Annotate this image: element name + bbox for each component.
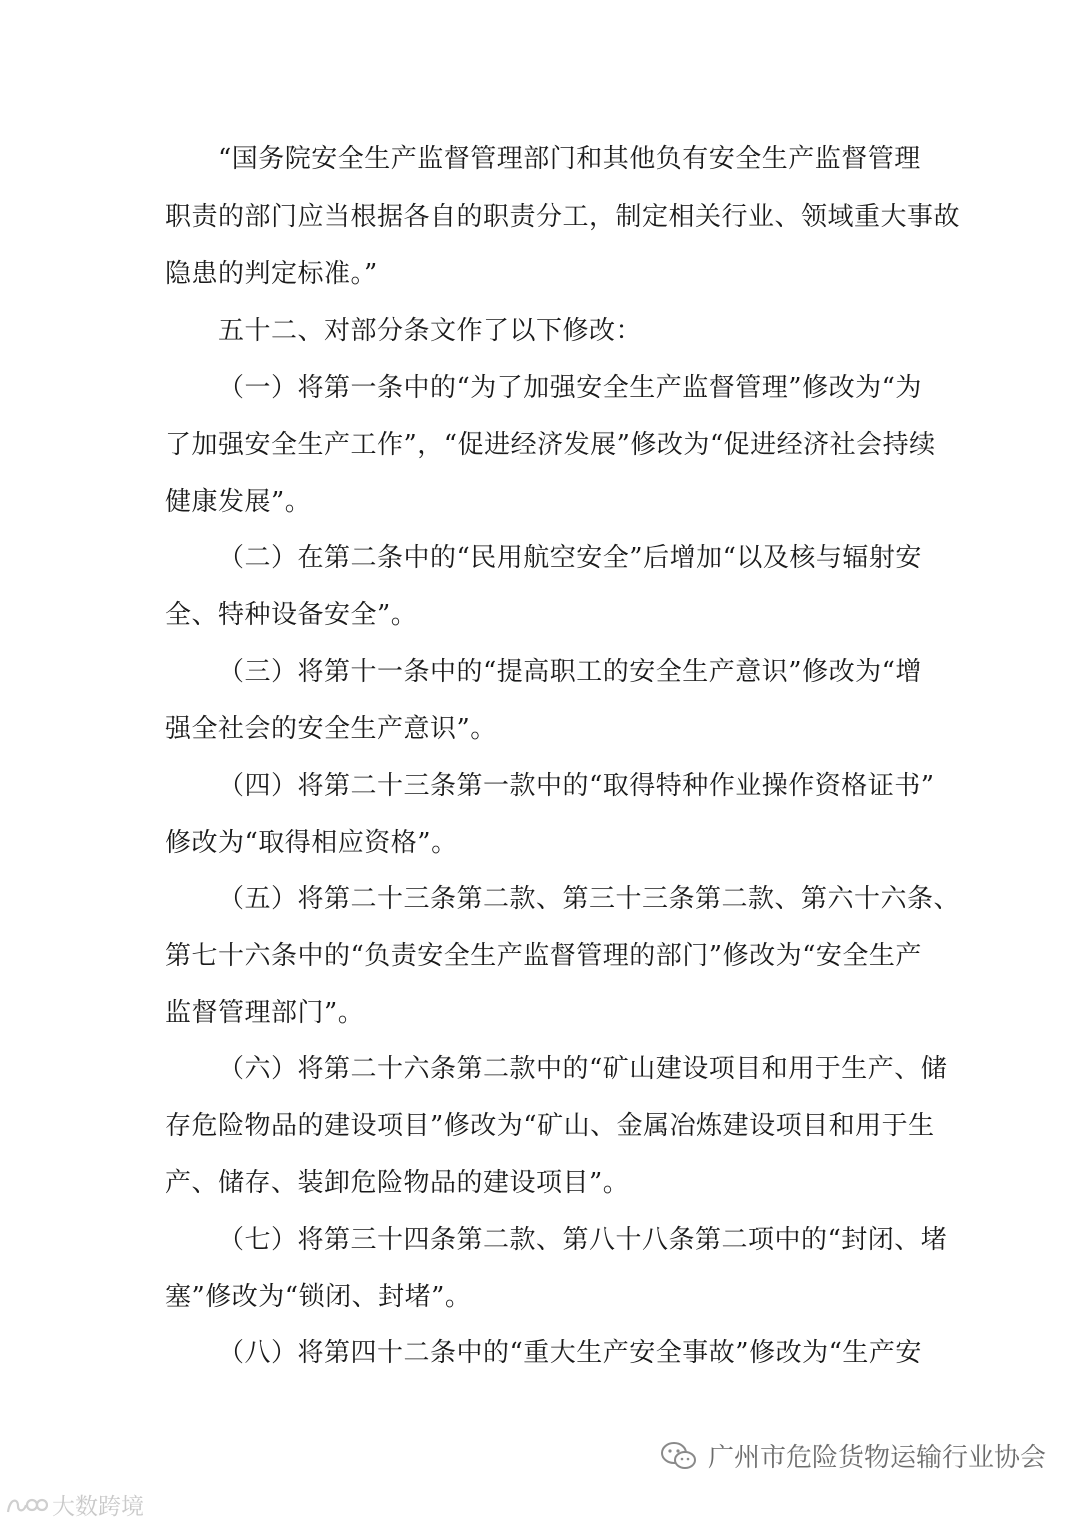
text-line: （一）将第一条中的“为了加强安全生产监督管理”修改为“为 bbox=[218, 373, 922, 403]
wechat-icon bbox=[660, 1440, 698, 1472]
text-line: 产、储存、装卸危险物品的建设项目”。 bbox=[165, 1168, 630, 1198]
text-line: 隐患的判定标准。” bbox=[165, 259, 378, 289]
text-line: （八）将第四十二条中的“重大生产安全事故”修改为“生产安 bbox=[218, 1338, 922, 1368]
text-line: 监督管理部门”。 bbox=[165, 998, 365, 1028]
brand-name: 大数跨境 bbox=[52, 1494, 144, 1520]
text-line: （六）将第二十六条第二款中的“矿山建设项目和用于生产、储 bbox=[218, 1054, 948, 1084]
text-line: 健康发展”。 bbox=[165, 487, 312, 517]
text-line: （二）在第二条中的“民用航空安全”后增加“以及核与辐射安 bbox=[218, 543, 922, 573]
text-line: （四）将第二十三条第一款中的“取得特种作业操作资格证书” bbox=[218, 771, 935, 801]
text-line: 强全社会的安全生产意识”。 bbox=[165, 714, 497, 744]
text-line: （三）将第十一条中的“提高职工的安全生产意识”修改为“增 bbox=[218, 657, 922, 687]
text-line: 第七十六条中的“负责安全生产监督管理的部门”修改为“安全生产 bbox=[165, 941, 922, 971]
brand-watermark bbox=[4, 1488, 144, 1521]
brand-logo-icon bbox=[4, 1492, 48, 1518]
text-line: （五）将第二十三条第二款、第三十三条第二款、第六十六条、 bbox=[218, 884, 961, 914]
text-line: 塞”修改为“锁闭、封堵”。 bbox=[165, 1282, 472, 1312]
text-line: 职责的部门应当根据各自的职责分工，制定相关行业、领域重大事故 bbox=[165, 202, 961, 232]
text-line: 修改为“取得相应资格”。 bbox=[165, 828, 458, 858]
text-line: 了加强安全生产工作”，“促进经济发展”修改为“促进经济社会持续 bbox=[165, 430, 936, 460]
text-line: “国务院安全生产监督管理部门和其他负有安全生产监督管理 bbox=[218, 144, 921, 174]
text-line: 五十二、对部分条文作了以下修改： bbox=[218, 316, 643, 346]
text-line: 存危险物品的建设项目”修改为“矿山、金属冶炼建设项目和用于生 bbox=[165, 1111, 935, 1141]
wechat-account-name: 广州市危险货物运输行业协会 bbox=[707, 1443, 1046, 1473]
text-line: 全、特种设备安全”。 bbox=[165, 600, 418, 630]
text-line: （七）将第三十四条第二款、第八十八条第二项中的“封闭、堵 bbox=[218, 1225, 948, 1255]
wechat-account-watermark bbox=[660, 1437, 1046, 1474]
